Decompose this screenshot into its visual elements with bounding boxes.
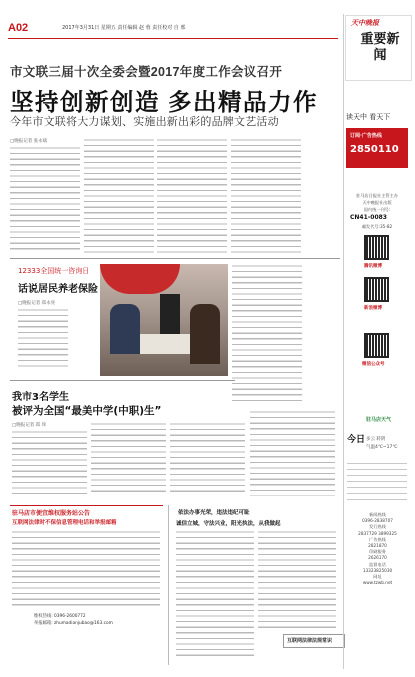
lead-title: 坚持创新创造 多出精品力作: [10, 89, 319, 115]
address-line: 新闻热线: [369, 512, 386, 517]
hotline-subtitle: 互联网法律时不保信息管理电话和举报邮箱: [12, 520, 117, 526]
law-subtitle: 诚信立城，守法兴业，阳光执法，从我做起: [176, 521, 281, 527]
story2-byline: □晚报记者 郑永亮: [18, 301, 56, 306]
date-line: 2017年3月31日 星期五 责任编辑 赵 蓉 责任校对 自 邢: [62, 25, 186, 31]
story3-byline: □晚报记者 郑 珍: [12, 423, 47, 428]
slogan: 读天中 看天下: [346, 113, 391, 121]
address-line: www.tzwb.net: [362, 580, 393, 586]
section-title: 重要新闻: [360, 31, 400, 62]
post-code: 邮发代号:35-82: [361, 224, 393, 229]
lead-column-4: [231, 138, 301, 254]
address-line: 广告热线: [369, 536, 386, 542]
hotline-title: 驻马店市便宜维权服务站公告: [12, 510, 91, 517]
law-title: 依法办事光荣，违法违纪可耻: [178, 510, 250, 516]
address-line: 印刷服务: [369, 549, 386, 555]
address-block: [346, 512, 409, 586]
photo-pension-consultation: [100, 264, 228, 376]
cn-code: CN41-0083: [350, 214, 387, 221]
address-line: 13323825030: [362, 567, 393, 573]
story3-column-4: [250, 410, 335, 496]
story3-title: 被评为全国“最美中学(中职)生”: [12, 405, 162, 417]
address-line: 2837729 3899325: [358, 530, 397, 536]
story3-column-3: [170, 422, 245, 496]
qr-tencent: [364, 235, 389, 260]
promo-label: 订阅·广告热线: [350, 133, 382, 139]
story2-column-right: [232, 264, 302, 404]
story3-column-2: [91, 422, 166, 496]
story2-kicker: 12333全国统一咨询日: [18, 267, 90, 275]
address-line: 0396-2838707: [362, 518, 393, 524]
header-rule: [8, 38, 338, 39]
story2-title: 话说居民养老保险: [18, 284, 98, 295]
hotline-email: 举报邮箱: zhumadianjubao@163.com: [34, 621, 113, 626]
address-line: 2626170: [368, 555, 387, 561]
story3-kicker: 我市3名学生: [12, 392, 69, 403]
brand-logo: 天中晚报: [351, 19, 379, 27]
divider: [168, 505, 169, 665]
address-line: 网址: [373, 574, 382, 580]
address-line: 监督电话: [369, 561, 386, 567]
weather-today: 今日: [347, 435, 366, 445]
qr-sina: [364, 277, 389, 302]
story3-column-1: [12, 430, 87, 496]
qr-label-sina: 新浪微博: [364, 306, 382, 311]
divider: [10, 258, 340, 259]
publisher-1: 驻马店日报社主管主办: [356, 193, 398, 198]
weather-temp: 气温4℃~17℃: [366, 445, 398, 450]
law-footer: 互联网法律法规常识: [287, 638, 333, 644]
address-line: 2821870: [368, 543, 387, 549]
lead-kicker: 市文联三届十次全委会暨2017年度工作会议召开: [10, 65, 283, 79]
weather-desc: 多云 转阴: [366, 437, 386, 442]
lead-column-2: [84, 138, 154, 254]
lead-byline: □晚报记者 张永斌: [10, 139, 48, 144]
promo-phone: 2850110: [350, 144, 399, 155]
qr-label-tencent: 腾讯微博: [364, 264, 382, 269]
weather-forecast: [347, 460, 407, 500]
lead-column-1: [10, 146, 80, 254]
weather-title: 驻马店天气: [366, 417, 392, 423]
qr-wechat: [364, 333, 389, 358]
qr-label-wechat: 微信公众号: [362, 362, 385, 367]
page-number: A02: [8, 22, 29, 34]
lead-subtitle: 今年市文联将大力谋划、实施出新出彩的品牌文艺活动: [10, 116, 279, 128]
story2-lead: [18, 308, 68, 368]
divider: [10, 380, 235, 381]
law-column-1: [176, 530, 254, 658]
publisher-2: 天中晚报社出版: [362, 200, 392, 205]
cn-label: 国内统一刊号:: [363, 207, 391, 212]
law-column-2: [258, 530, 336, 628]
hotline-phone: 维权热线: 0396-2600772: [34, 614, 86, 619]
address-line: 发行热线: [369, 524, 386, 530]
sidebar-divider: [343, 14, 344, 669]
hotline-body: [12, 530, 160, 610]
lead-column-3: [157, 138, 227, 254]
